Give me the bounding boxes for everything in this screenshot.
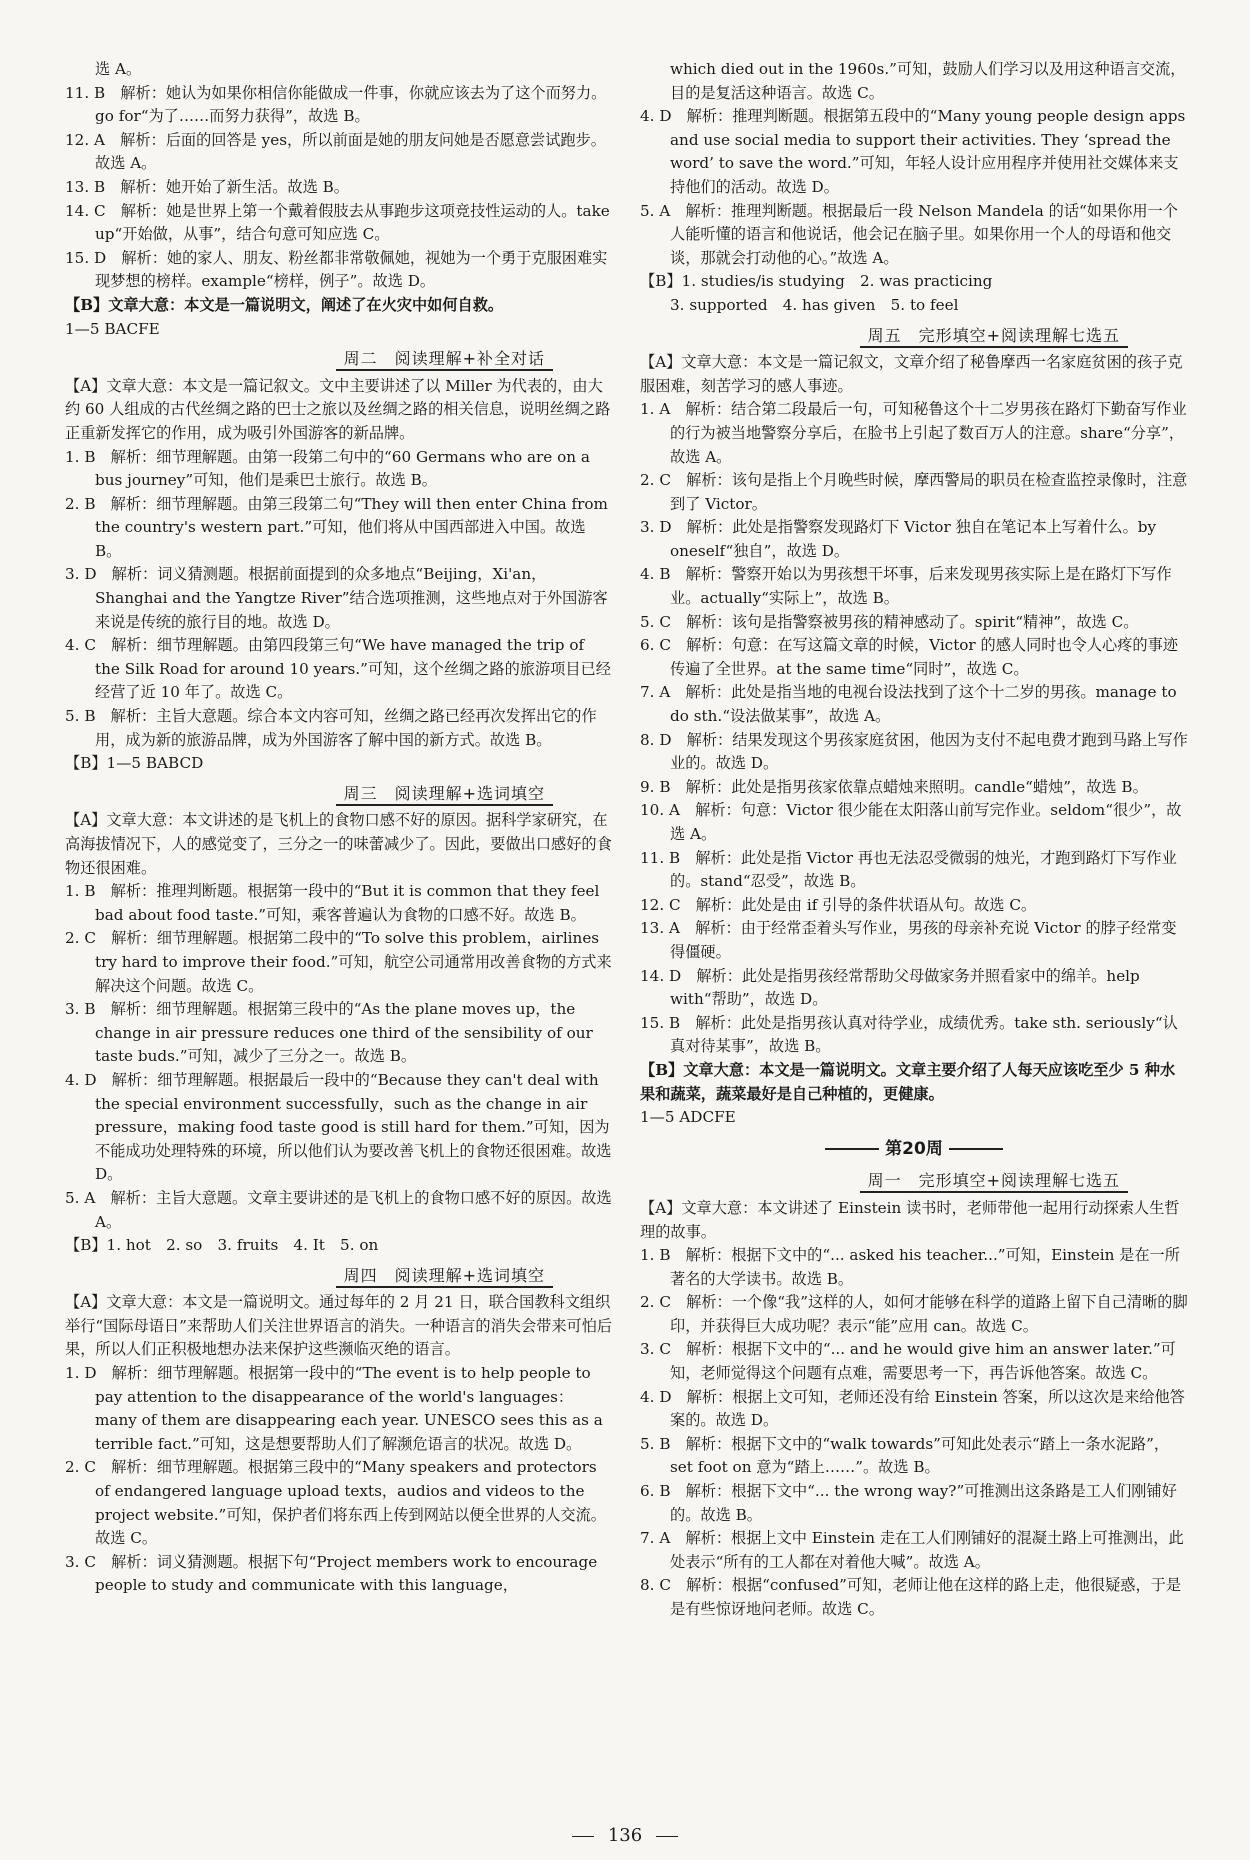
answer-item: 9. B 解析：此处是指男孩家依靠点蜡烛来照明。candle“蜡烛”，故选 B。 — [640, 777, 1148, 796]
week-heading: 第20周 — [640, 1138, 1188, 1162]
text-line: 选 A。 — [95, 60, 142, 78]
answer-item: 13. B 解析：她开始了新生活。故选 B。 — [65, 177, 349, 196]
summary-paragraph: 【A】文章大意：本文是一篇说明文。通过每年的 2 月 21 日，联合国教科文组织举行“国际母语日”来帮助人们关注世界语言的消失。一种语言的消失会带来可怕后果，所以人们正积极地想办法来保护这些濒临灭绝的语言。 — [65, 1293, 613, 1359]
answer-item: 6. B 解析：根据下文中“... the wrong way?”可推测出这条路是工人们刚铺好的。故选 B。 — [640, 1482, 1177, 1524]
section-friday — [640, 351, 1188, 1130]
section-heading-tuesday: 周二 阅读理解+补全对话 — [65, 347, 613, 371]
section-tuesday — [65, 375, 613, 776]
section-heading-friday: 周五 完形填空+阅读理解七选五 — [640, 324, 1188, 348]
summary-paragraph: 【A】文章大意：本文是一篇记叙文。文中主要讲述了以 Miller 为代表的，由大约 60 人组成的古代丝绸之路的巴士之旅以及丝绸之路的相关信息，说明丝绸之路正重新发挥它的作用，成为吸引外国游客的新品牌。 — [65, 376, 611, 442]
answer-item: 12. A 解析：后面的回答是 yes，所以前面是她的朋友问她是否愿意尝试跑步。故选 A。 — [65, 130, 606, 173]
answer-item: 7. A 解析：根据上文中 Einstein 走在工人们刚铺好的混凝土路上可推测出，此处表示“所有的工人都在对着他大喊”。故选 A。 — [640, 1529, 1184, 1571]
answer-item: 1. D 解析：细节理解题。根据第一段中的“The event is to help people to pay attention to the disappearance of the world's languages：many of them are disappearing each year. UNESCO sees this as a terrible fact.”可知，这是想要帮助人们了解濒危语言的状况。故选 D。 — [65, 1364, 603, 1453]
right-top-block — [640, 58, 1188, 318]
answer-item: 11. B 解析：此处是指 Victor 再也无法忍受微弱的烛光，才跑到路灯下写作业的。stand“忍受”，故选 B。 — [640, 848, 1177, 891]
answer-item: 1. B 解析：根据下文中的“... asked his teacher...”可知，Einstein 是在一所著名的大学读书。故选 B。 — [640, 1246, 1180, 1288]
section-monday — [640, 1197, 1188, 1622]
answer-item: 3. D 解析：词义猜测题。根据前面提到的众多地点“Beijing，Xi'an，Shanghai and the Yangtze River”结合选项推测，这些地点对于外国游客来说是传统的旅行目的地。故选 D。 — [65, 565, 608, 631]
answer-item: 11. B 解析：她认为如果你相信你能做成一件事，你就应该去为了这个而努力。go for“为了……而努力获得”，故选 B。 — [65, 83, 607, 126]
answer-item: 5. B 解析：根据下文中的“walk towards”可知此处表示“踏上一条水泥路”，set foot on 意为“踏上……”。故选 B。 — [640, 1434, 1170, 1477]
answer-item: 4. D 解析：细节理解题。根据最后一段中的“Because they can't deal with the special environment successfully，such as the change in air pressure，making food taste good is still hard for them.”可知，因为不能成功处理特殊的环境，所以他们认为要改善飞机上的食物还很困难。故选 D。 — [65, 1070, 612, 1184]
answer-item: 3. C 解析：根据下文中的“... and he would give him an answer later.”可知，老师觉得这个问题有点难，需要思考一下，再告诉他答案。故选 C。 — [640, 1340, 1176, 1383]
answer-item: 2. C 解析：一个像“我”这样的人，如何才能够在科学的道路上留下自己清晰的脚印，并获得巨大成功呢？表示“能”应用 can。故选 C。 — [640, 1293, 1188, 1335]
answer-item: 2. C 解析：细节理解题。根据第二段中的“To solve this problem，airlines try hard to improve their food.”可知，航空公司通常用改善食物的方式来解决这个问题。故选 C。 — [65, 929, 612, 995]
section-heading-wednesday: 周三 阅读理解+选词填空 — [65, 782, 613, 806]
section-thursday — [65, 1291, 613, 1598]
summary-paragraph: 【A】文章大意：本文是一篇记叙文，文章介绍了秘鲁摩西一名家庭贫困的孩子克服困难，刻苦学习的感人事迹。 — [640, 353, 1183, 395]
answer-key-line: 1—5 ADCFE — [640, 1108, 736, 1127]
answer-item: 13. A 解析：由于经常歪着头写作业，男孩的母亲补充说 Victor 的脖子经常变得僵硬。 — [640, 919, 1177, 961]
left-top-block — [65, 58, 613, 341]
answer-item: 4. C 解析：细节理解题。由第四段第三句“We have managed the trip of the Silk Road for around 10 years.”可知，这个丝绸之路的旅游项目已经经营了近 10 年了。故选 C。 — [65, 636, 611, 702]
answer-item: 8. D 解析：结果发现这个男孩家庭贫困，他因为支付不起电费才跑到马路上写作业的。故选 D。 — [640, 730, 1188, 773]
text-line: which died out in the 1960s.”可知，鼓励人们学习以及用这种语言交流，目的是复活这种语言。故选 C。 — [670, 60, 1186, 102]
answer-item: 15. B 解析：此处是指男孩认真对待学业，成绩优秀。take sth. seriously“认真对待某事”，故选 B。 — [640, 1013, 1178, 1056]
answer-item: 3. B 解析：细节理解题。根据第三段中的“As the plane moves up，the change in air pressure reduces one third of the sensibility of our taste buds.”可知，减少了三分之一。故选 B。 — [65, 1000, 593, 1066]
answer-item: 8. C 解析：根据“confused”可知，老师让他在这样的路上走，他很疑惑，于是是有些惊讶地问老师。故选 C。 — [640, 1576, 1182, 1618]
answer-item: 6. C 解析：句意：在写这篇文章的时候，Victor 的感人同时也令人心疼的事迹传遍了全世界。at the same time“同时”，故选 C。 — [640, 636, 1178, 678]
answer-item: 3. D 解析：此处是指警察发现路灯下 Victor 独自在笔记本上写着什么。by oneself“独自”，故选 D。 — [640, 518, 1157, 560]
right-column — [640, 58, 1188, 1622]
answer-item: 14. C 解析：她是世界上第一个戴着假肢去从事跑步这项竞技性运动的人。take up“开始做，从事”，结合句意可知应选 C。 — [65, 201, 610, 244]
section-heading-thursday: 周四 阅读理解+选词填空 — [65, 1264, 613, 1288]
answer-item: 4. D 解析：推理判断题。根据第五段中的“Many young people design apps and use social media to support their activities. They ‘spread the word’ to save the word.”可知，年轻人设计应用程序并使用社交媒体来支持他们的活动。故选 D。 — [640, 107, 1186, 196]
answer-item: 1. B 解析：推理判断题。根据第一段中的“But it is common that they feel bad about food taste.”可知，乘客普遍认为食物的口感不好。故选 B。 — [65, 882, 600, 924]
summary-paragraph: 【A】文章大意：本文讲述的是飞机上的食物口感不好的原因。据科学家研究，在高海拔情况下，人的感觉变了，三分之一的味蕾减少了。因此，要做出口感好的食物还很困难。 — [65, 811, 612, 877]
answer-item: 3. C 解析：词义猜测题。根据下句“Project members work to encourage people to study and communicate with this language， — [65, 1552, 598, 1595]
answer-item: 7. A 解析：此处是指当地的电视台设法找到了这个十二岁的男孩。manage to do sth.“设法做某事”，故选 A。 — [640, 683, 1177, 726]
answer-item: 5. B 解析：主旨大意题。综合本文内容可知，丝绸之路已经再次发挥出它的作用，成为新的旅游品牌，成为外国游客了解中国的新方式。故选 B。 — [65, 707, 597, 749]
answer-item: 2. C 解析：细节理解题。根据第三段中的“Many speakers and protectors of endangered language upload texts，audios and videos to the project website.”可知，保护者们将东西上传到网站以便全世界的人交流。故选 C。 — [65, 1458, 606, 1548]
answer-item: 15. D 解析：她的家人、朋友、粉丝都非常敬佩她，视她为一个勇于克服困难实现梦想的榜样。example“榜样，例子”。故选 D。 — [65, 248, 608, 291]
summary-paragraph: 【A】文章大意：本文讲述了 Einstein 读书时，老师带他一起用行动探索人生哲理的故事。 — [640, 1198, 1180, 1241]
section-heading-monday: 周一 完形填空+阅读理解七选五 — [640, 1169, 1188, 1193]
section-wednesday — [65, 809, 613, 1257]
summary-paragraph: 【B】文章大意：本文是一篇说明文。文章主要介绍了人每天应该吃至少 5 种水果和蔬菜，蔬菜最好是自己种植的，更健康。 — [640, 1060, 1176, 1103]
answer-key-line: 【B】1—5 BABCD — [65, 754, 204, 773]
answer-item: 2. B 解析：细节理解题。由第三段第二句“They will then enter China from the country's western part.”可知，他们将从中国西部进入中国。故选 B。 — [65, 494, 608, 560]
answer-item: 5. A 解析：推理判断题。根据最后一段 Nelson Mandela 的话“如果你用一个人能听懂的语言和他说话，他会记在脑子里。如果你用一个人的母语和他交谈，那就会打动他的心。”故选 A。 — [640, 201, 1178, 267]
page-number: 136 — [0, 1825, 1250, 1846]
answer-item: 12. C 解析：此处是由 if 引导的条件状语从句。故选 C。 — [640, 895, 1037, 914]
summary-line: 【B】文章大意：本文是一篇说明文，阐述了在火灾中如何自救。 — [65, 295, 504, 314]
answer-item: 14. D 解析：此处是指男孩经常帮助父母做家务并照看家中的绵羊。help with“帮助”，故选 D。 — [640, 966, 1140, 1009]
answer-item: 4. D 解析：根据上文可知，老师还没有给 Einstein 答案，所以这次是来给他答案的。故选 D。 — [640, 1387, 1185, 1430]
answer-item: 2. C 解析：该句是指上个月晚些时候，摩西警局的职员在检查监控录像时，注意到了 Victor。 — [640, 471, 1188, 513]
answer-key-line: 【B】1. hot 2. so 3. fruits 4. It 5. on — [65, 1236, 379, 1255]
answer-key-line: 1—5 BACFE — [65, 319, 160, 338]
answer-item: 4. B 解析：警察开始以为男孩想干坏事，后来发现男孩实际上是在路灯下写作业。actually“实际上”，故选 B。 — [640, 565, 1172, 608]
answer-item: 1. B 解析：细节理解题。由第一段第二句中的“60 Germans who are on a bus journey”可知，他们是乘巴士旅行。故选 B。 — [65, 447, 590, 490]
left-column — [65, 58, 613, 1598]
answer-item: 5. A 解析：主旨大意题。文章主要讲述的是飞机上的食物口感不好的原因。故选 A。 — [65, 1188, 612, 1231]
answer-item: 5. C 解析：该句是指警察被男孩的精神感动了。spirit“精神”，故选 C。 — [640, 612, 1139, 631]
answer-item: 10. A 解析：句意：Victor 很少能在太阳落山前写完作业。seldom“很少”，故选 A。 — [640, 801, 1182, 843]
answer-key-line: 【B】1. studies/is studying 2. was practicing — [640, 272, 993, 291]
answer-item: 1. A 解析：结合第二段最后一句，可知秘鲁这个十二岁男孩在路灯下勤奋写作业的行为被当地警察分享后，在脸书上引起了数百万人的注意。share“分享”，故选 A。 — [640, 400, 1187, 466]
answer-key-line: 3. supported 4. has given 5. to feel — [670, 295, 959, 314]
